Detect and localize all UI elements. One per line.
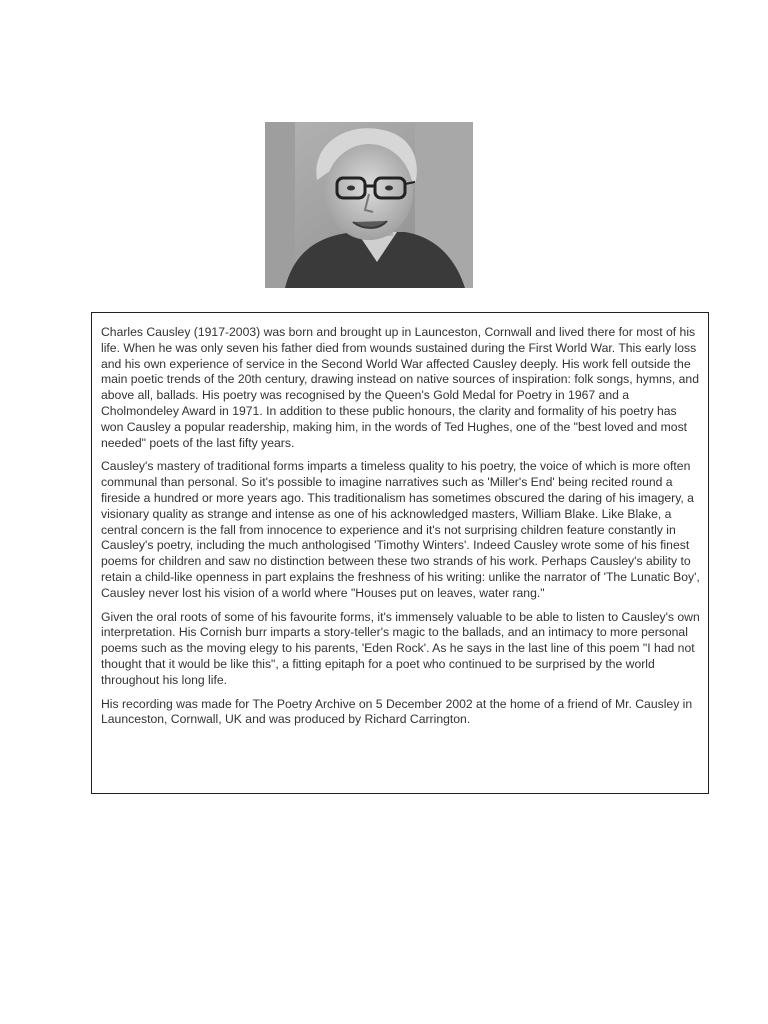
bio-paragraph-1: Charles Causley (1917-2003) was born and brought up in Launceston, Cornwall and lived there for most of his life. When he was only seven his father died from wounds sustained during the First World War. This early loss and his own experience of service in the Second World War affected Causley deeply. His work fell outside the main poetic trends of the 20th century, drawing instead on native sources of inspiration: folk songs, hymns, and above all, ballads. His poetry was recognised by the Queen's Gold Medal for Poetry in 1967 and a Cholmondeley Award in 1971. In addition to these public honours, the clarity and formality of his poetry has won Causley a popular readership, making him, in the words of Ted Hughes, one of the "best loved and most needed" poets of the last fifty years.	[101, 325, 699, 450]
bio-paragraph-3: Given the oral roots of some of his favourite forms, it's immensely valuable to be able to listen to Causley's own interpretation. His Cornish burr imparts a story-teller's magic to the ballads, and an intimacy to more personal poems such as the moving elegy to his parents, 'Eden Rock'. As he says in the last line of this poem "I had not thought that it would be like this", a fitting epitaph for a poet who continued to be surprised by the world throughout his long life.	[101, 609, 700, 687]
portrait-photo	[265, 122, 473, 288]
portrait-icon	[265, 122, 473, 288]
bio-paragraph-2: Causley's mastery of traditional forms imparts a timeless quality to his poetry, the voice of which is more often communal than personal. So it's possible to imagine narratives such as 'Miller's End' being recited round a fireside a hundred or more years ago. This traditionalism has sometimes obscured the daring of his imagery, a visionary quality as strange and intense as one of his acknowledged masters, William Blake. Like Blake, a central concern is the fall from innocence to experience and it's not surprising children feature constantly in Causley's poetry, including the much anthologised 'Timothy Winters'. Indeed Causley wrote some of his finest poems for children and saw no distinction between these two strands of his work. Perhaps Causley's ability to retain a child-like openness in part explains the freshness of his writing: unlike the narrator of 'The Lunatic Boy', Causley never lost his vision of a world where "Houses put on leaves, water rang."	[101, 459, 700, 600]
bio-paragraph-4: His recording was made for The Poetry Archive on 5 December 2002 at the home of a friend of Mr. Causley in Launceston, Cornwall, UK and was produced by Richard Carrington.	[101, 696, 693, 727]
biography-box	[91, 312, 709, 794]
